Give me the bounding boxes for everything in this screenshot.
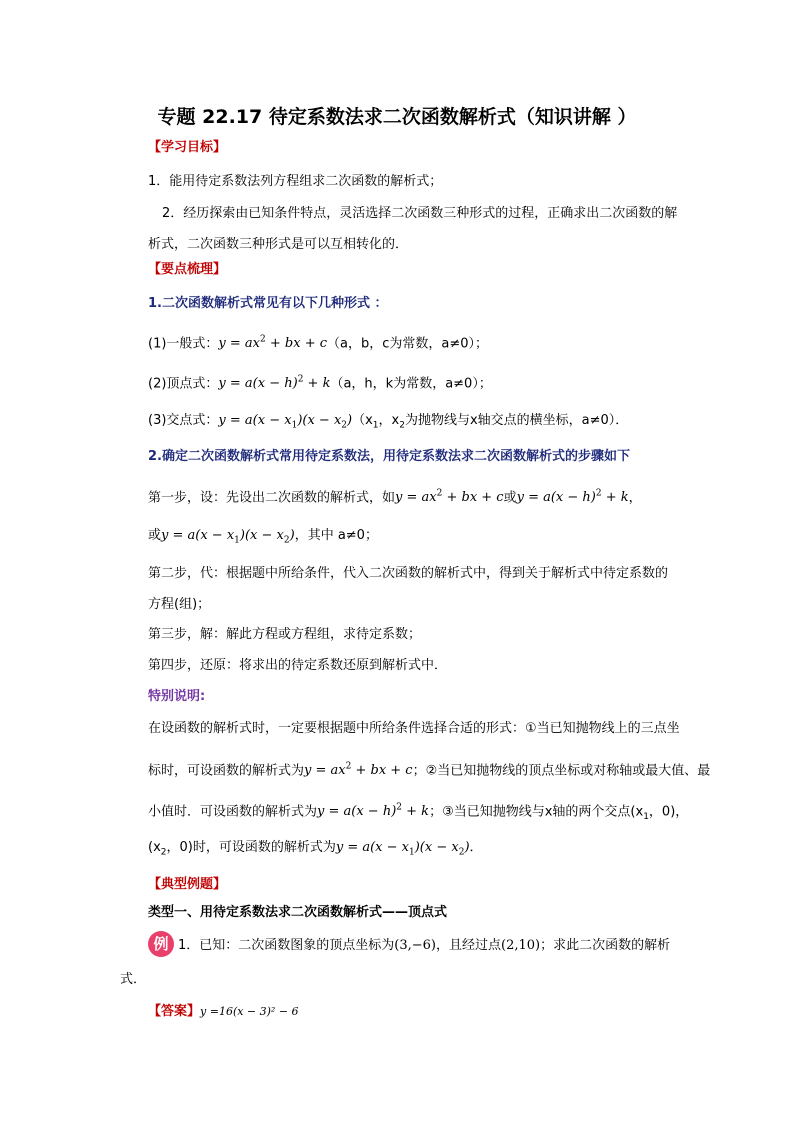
form-general-note: （a，b，c为常数，a≠0）； bbox=[327, 336, 488, 352]
special-note-2b: ；②当已知抛物线的顶点坐标或对称轴或最大值、最 bbox=[412, 763, 711, 779]
typical-examples-tag: 【典型例题】 bbox=[148, 877, 227, 892]
formula-general: $y = ax^2$ + bx + c bbox=[218, 335, 327, 352]
goal-item-1: 1．能用待定系数法列方程组求二次函数的解析式； bbox=[148, 174, 443, 189]
example-1-vertex: (3,−6) bbox=[394, 938, 436, 953]
example-1-text-c: ；求此二次函数的解析 bbox=[540, 938, 671, 953]
step-1-or-2: 或 bbox=[148, 528, 162, 543]
form-general-label: (1)一般式： bbox=[148, 336, 219, 352]
special-note-3c: ，0)， bbox=[648, 804, 689, 820]
step-3: 第三步，解：解此方程或方程组，求待定系数； bbox=[148, 627, 422, 642]
example-1-line-2: 式． bbox=[120, 972, 147, 987]
key-point-heading-2: 2.确定二次函数解析式常用待定系数法，用待定系数法求二次函数解析式的步骤如下 bbox=[148, 449, 630, 464]
form-intercept-note: ，x bbox=[378, 413, 400, 428]
key-points-tag: 【要点梳理】 bbox=[148, 262, 227, 277]
form-general bbox=[148, 330, 488, 354]
step-1-or: 或 bbox=[503, 490, 517, 506]
special-note-line-4: ($x_2$，0)时，可设函数的解析式为$y = a(x - x_1)(x - x_2)$． bbox=[148, 840, 483, 858]
step-1-line-1: 第一步，设：先设出二次函数的解析式，如$y = ax^2$ + bx + c或$y = a(x - h)^2 + k$， bbox=[148, 489, 642, 506]
formula-intercept: $y = a(x - x_1)(x - x_2)$ bbox=[218, 413, 353, 431]
example-1-line-1 bbox=[178, 936, 670, 956]
page-title: 专题 22.17 待定系数法求二次函数解析式（知识讲解 ） bbox=[157, 106, 637, 128]
special-note-line-3: 小值时．可设函数的解析式为$y = a(x - h)^2 + k$；③当已知抛物线与x轴的两个交点($x_1$，0)， bbox=[148, 803, 689, 822]
formula-intercept-note: $y = a(x - x_1)(x - x_2)$ bbox=[335, 840, 470, 858]
step-1-tail: ，其中 a≠0； bbox=[294, 528, 378, 543]
goal-item-2-line-2: 析式，二次函数三种形式是可以互相转化的． bbox=[148, 237, 409, 252]
example-1-point: (2,10) bbox=[501, 938, 541, 953]
special-note-4a: (x bbox=[148, 840, 161, 855]
goal-item-2-line-1: 2．经历探索由已知条件特点，灵活选择二次函数三种形式的过程，正确求出二次函数的解 bbox=[162, 206, 678, 221]
special-note-2a: 标时，可设函数的解析式为 bbox=[148, 763, 305, 779]
form-vertex bbox=[148, 370, 492, 394]
special-note-3b: ；③当已知抛物线与x轴的两个交点(x bbox=[429, 804, 644, 820]
key-point-heading-1: 1.二次函数解析式常见有以下几种形式 ： bbox=[148, 296, 388, 311]
form-intercept-label: (3)交点式： bbox=[148, 413, 219, 428]
step-4: 第四步，还原：将求出的待定系数还原到解析式中． bbox=[148, 658, 448, 673]
step-2-line-1: 第二步，代：根据题中所给条件，代入二次函数的解析式中，得到关于解析式中待定系数的 bbox=[148, 566, 669, 581]
special-note-3a: 小值时．可设函数的解析式为 bbox=[148, 804, 318, 820]
formula-general-inline: $y = ax^2$ + bx + c bbox=[395, 489, 504, 506]
formula-vertex: $y = a(x - h)^2 + k$ bbox=[218, 375, 331, 392]
answer-tag: 【答案】 bbox=[148, 1004, 201, 1019]
form-intercept: (3)交点式：$y = a(x - x_1)(x - x_2)(x_1$，$x_2$为抛物线与x轴交点的横坐标，a≠0）． bbox=[148, 413, 629, 431]
example-type-1: 类型一、用待定系数法求二次函数解析式——顶点式 bbox=[148, 905, 448, 920]
answer-line bbox=[148, 1002, 299, 1022]
example-1-text-a: 1．已知：二次函数图象的顶点坐标为 bbox=[178, 938, 395, 953]
special-note-line-1: 在设函数的解析式时，一定要根据题中所给条件选择合适的形式：①当已知抛物线上的三点坐 bbox=[148, 721, 680, 736]
step-1-line-2 bbox=[148, 526, 378, 551]
formula-vertex-inline: $y = a(x - h)^2 + k$ bbox=[516, 489, 629, 506]
step-2-line-2: 方程(组)； bbox=[148, 597, 211, 612]
form-vertex-note: （a，h，k为常数，a≠0）； bbox=[330, 376, 492, 392]
example-1-text-b: ，且经过点 bbox=[436, 938, 502, 953]
answer-formula: y =16(x − 3)² − 6 bbox=[200, 1005, 299, 1018]
example-badge: 例 bbox=[148, 931, 174, 957]
special-note-4b: ，0)时，可设函数的解析式为 bbox=[166, 840, 336, 855]
form-intercept-note-2: 为抛物线与x轴交点的横坐标，a≠0）． bbox=[404, 413, 629, 428]
special-note-line-2 bbox=[148, 757, 710, 781]
formula-general-note: $y = ax^2$ + bx + c bbox=[304, 762, 413, 779]
formula-vertex-note: $y = a(x - h)^2 + k$ bbox=[317, 803, 430, 820]
step-1-text: 第一步，设：先设出二次函数的解析式，如 bbox=[148, 490, 396, 506]
learning-goals-tag: 【学习目标】 bbox=[148, 140, 227, 155]
form-vertex-label: (2)顶点式： bbox=[148, 376, 219, 392]
special-note-tag: 特别说明: bbox=[148, 689, 206, 704]
formula-intercept-inline: $y = a(x - x_1)(x - x_2)$ bbox=[161, 528, 295, 546]
